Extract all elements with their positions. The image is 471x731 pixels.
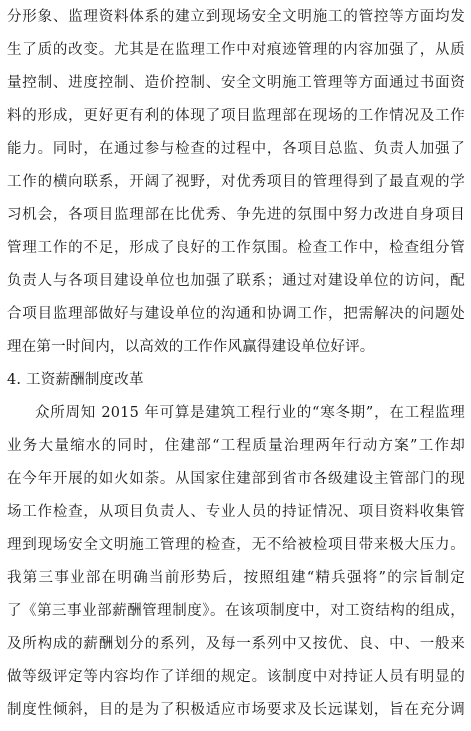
text-line: 我第三事业部在明确当前形势后，按照组建“精兵强将”的宗旨制定 — [7, 570, 465, 586]
text-line: 合项目监理部做好与建设单位的沟通和协调工作，把需解决的问题处 — [7, 306, 465, 322]
text-line: 制度性倾斜，目的是为了积极适应市场要求及长远谋划，旨在充分调 — [7, 702, 465, 718]
text-line: 分形象、监理资料体系的建立到现场安全文明施工的管控等方面均发 — [7, 9, 465, 25]
text-line: 及所构成的薪酬划分的系列，及每一系列中又按优、良、中、一般来 — [7, 636, 465, 652]
text-line: 在今年开展的如火如荼。从国家住建部到省市各级建设主管部门的现 — [7, 471, 465, 487]
text-line: 习机会，各项目监理部在比优秀、争先进的氛围中努力改进自身项目 — [7, 207, 465, 223]
text-line: 了《第三事业部薪酬管理制度》。在该项制度中，对工资结构的组成， — [7, 603, 465, 619]
text-line: 理在第一时间内，以高效的工作作风赢得建设单位好评。 — [7, 339, 375, 355]
text-line: 量控制、进度控制、造价控制、安全文明施工管理等方面通过书面资 — [7, 75, 465, 91]
text-line: 众所周知 2015 年可算是建筑工程行业的“寒冬期”，在工程监理 — [35, 405, 465, 421]
text-line: 料的形成，更好更有利的体现了项目监理部在现场的工作情况及工作 — [7, 108, 465, 124]
text-line: 场工作检查，从项目负责人、专业人员的持证情况、项目资料收集管 — [7, 504, 465, 520]
text-line: 业务大量缩水的同时，住建部“工程质量治理两年行动方案”工作却 — [7, 438, 465, 454]
text-line: 工作的横向联系，开阔了视野，对优秀项目的管理得到了最直观的学 — [7, 174, 465, 190]
section-heading: 4. 工资薪酬制度改革 — [7, 372, 144, 388]
text-line: 管理工作的不足，形成了良好的工作氛围。检查工作中，检查组分管 — [7, 240, 465, 256]
text-line: 能力。同时，在通过参与检查的过程中，各项目总监、负责人加强了 — [7, 141, 465, 157]
text-line: 负责人与各项目建设单位也加强了联系；通过对建设单位的访问，配 — [7, 273, 465, 289]
text-line: 做等级评定等内容均作了详细的规定。该制度中对持证人员有明显的 — [7, 669, 465, 685]
text-line: 生了质的改变。尤其是在监理工作中对痕迹管理的内容加强了，从质 — [7, 42, 465, 58]
text-line: 理到现场安全文明施工管理的检查，无不给被检项目带来极大压力。 — [7, 537, 465, 553]
